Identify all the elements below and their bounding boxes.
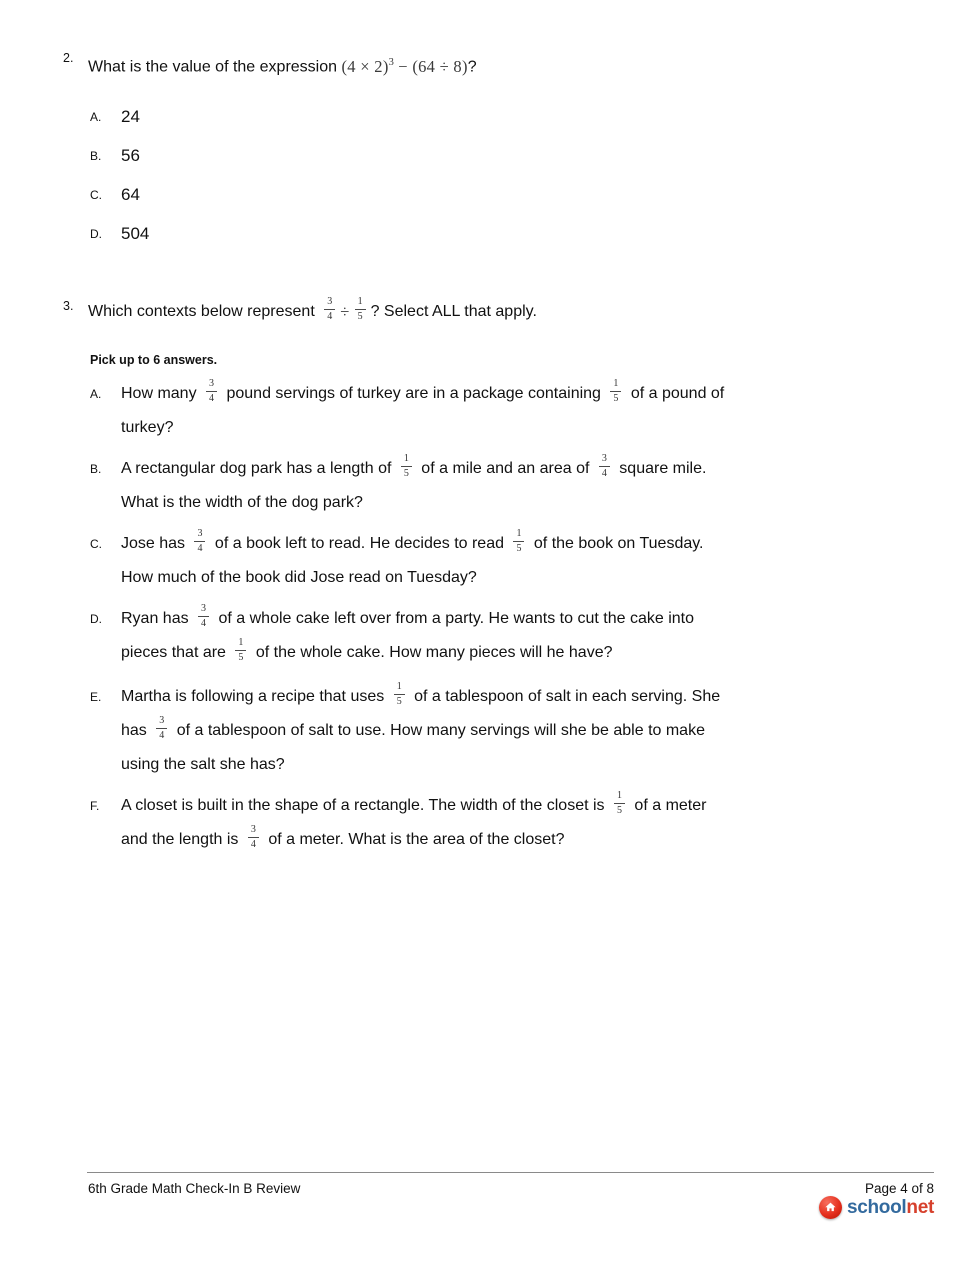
choice-value: 56 [121, 146, 140, 166]
fraction: $\frac{3}{4}$ [324, 297, 335, 322]
text-segment: of a whole cake left over from a party. He wants to cut the cake into [214, 610, 694, 627]
question-3-options [90, 377, 943, 857]
choice-letter: C. [90, 188, 102, 203]
fraction: $\frac{1}{5}$ [614, 791, 625, 816]
text-segment: Ryan has [121, 610, 194, 627]
option-letter: D. [90, 612, 102, 626]
answer-choice [90, 186, 943, 204]
question-3-instruction: Pick up to 6 answers. [90, 353, 218, 367]
text-segment: of a tablespoon of salt in each serving. She [409, 688, 721, 705]
option-letter: A. [90, 387, 102, 401]
text-segment: Jose has [121, 535, 190, 552]
option-letter: C. [90, 537, 102, 551]
answer-choice [90, 108, 943, 126]
fraction: $\frac{3}{4}$ [248, 825, 259, 850]
answer-option [90, 602, 943, 670]
text-segment: What is the width of the dog park? [121, 494, 363, 511]
answer-option [90, 452, 943, 520]
answer-option [90, 680, 943, 782]
text-segment: turkey? [121, 419, 174, 436]
fraction: $\frac{3}{4}$ [194, 529, 205, 554]
text-segment: pieces that are [121, 644, 231, 661]
text-segment: A closet is built in the shape of a rectangle. The width of the closet is [121, 797, 609, 814]
choice-letter: A. [90, 110, 102, 125]
home-icon [819, 1196, 842, 1219]
text-segment: How much of the book did Jose read on Tuesday? [121, 569, 477, 586]
text-segment: A rectangular dog park has a length of [121, 460, 396, 477]
answer-choice [90, 147, 943, 165]
choice-value: 64 [121, 185, 140, 205]
option-text [121, 789, 866, 857]
text-segment: has [121, 722, 152, 739]
option-text [121, 527, 866, 595]
answer-option [90, 527, 943, 595]
fraction: $\frac{1}{5}$ [401, 454, 412, 479]
text-segment: of the whole cake. How many pieces will he have? [251, 644, 613, 661]
math-expression: − (64 ÷ 8) [393, 57, 468, 77]
fraction: $\frac{3}{4}$ [599, 454, 610, 479]
footer-divider [87, 1172, 934, 1173]
text-segment: Which contexts below represent [88, 303, 320, 320]
option-letter: E. [90, 690, 102, 704]
fraction: $\frac{3}{4}$ [206, 379, 217, 404]
answer-option [90, 789, 943, 857]
fraction: $\frac{1}{5}$ [610, 379, 621, 404]
fraction: $\frac{1}{5}$ [394, 682, 405, 707]
fraction: $\frac{1}{5}$ [513, 529, 524, 554]
logo-text-school: school [846, 1196, 907, 1218]
question-3-prompt-row [63, 296, 943, 327]
fraction: $\frac{1}{5}$ [235, 638, 246, 663]
logo-text-net: net [906, 1196, 934, 1218]
text-segment: using the salt she has? [121, 756, 285, 773]
text-segment: of a meter [629, 797, 707, 814]
option-letter: F. [90, 799, 100, 813]
question-2-prompt-row [63, 48, 943, 82]
question-2-number: 2. [63, 51, 74, 65]
text-segment: of a meter. What is the area of the closet? [263, 831, 565, 848]
text-segment: Martha is following a recipe that uses [121, 688, 389, 705]
option-text [121, 452, 866, 520]
fraction: $\frac{3}{4}$ [156, 716, 167, 741]
exponent: 3 [388, 57, 394, 68]
footer-document-title: 6th Grade Math Check-In B Review [88, 1181, 301, 1196]
option-text [121, 680, 866, 782]
choice-value: 504 [121, 224, 150, 244]
math-expression: ÷ [340, 302, 350, 321]
text-segment: ? Select ALL that apply. [370, 303, 537, 320]
footer-page-number: Page 4 of 8 [864, 1181, 934, 1196]
text-segment: of a mile and an area of [416, 460, 594, 477]
text-segment: of a tablespoon of salt to use. How many servings will she be able to make [172, 722, 705, 739]
choice-letter: D. [90, 227, 102, 242]
text-segment: of the book on Tuesday. [529, 535, 704, 552]
fraction: $\frac{3}{4}$ [198, 604, 209, 629]
text-segment: of a pound of [626, 385, 725, 402]
option-text [121, 602, 866, 670]
option-letter: B. [90, 462, 102, 476]
text-segment: square mile. [614, 460, 707, 477]
choice-letter: B. [90, 149, 102, 164]
text-segment: How many [121, 385, 202, 402]
text-segment: What is the value of the expression [88, 58, 342, 76]
fraction: $\frac{1}{5}$ [355, 297, 366, 322]
question-3-number: 3. [63, 299, 74, 313]
text-segment: and the length is [121, 831, 243, 848]
choice-value: 24 [121, 107, 140, 127]
text-segment: pound servings of turkey are in a package containing [222, 385, 606, 402]
schoolnet-logo [819, 1196, 934, 1219]
answer-option [90, 377, 943, 445]
question-2-prompt [88, 48, 477, 82]
math-expression: (4 × 2) [341, 57, 389, 77]
answer-choice [90, 225, 943, 243]
question-3 [63, 296, 943, 864]
question-2-choices [90, 108, 943, 243]
text-segment: of a book left to read. He decides to read [210, 535, 509, 552]
question-3-prompt [88, 296, 537, 327]
option-text [121, 377, 866, 445]
question-2 [63, 48, 943, 264]
text-segment: ? [467, 58, 477, 76]
